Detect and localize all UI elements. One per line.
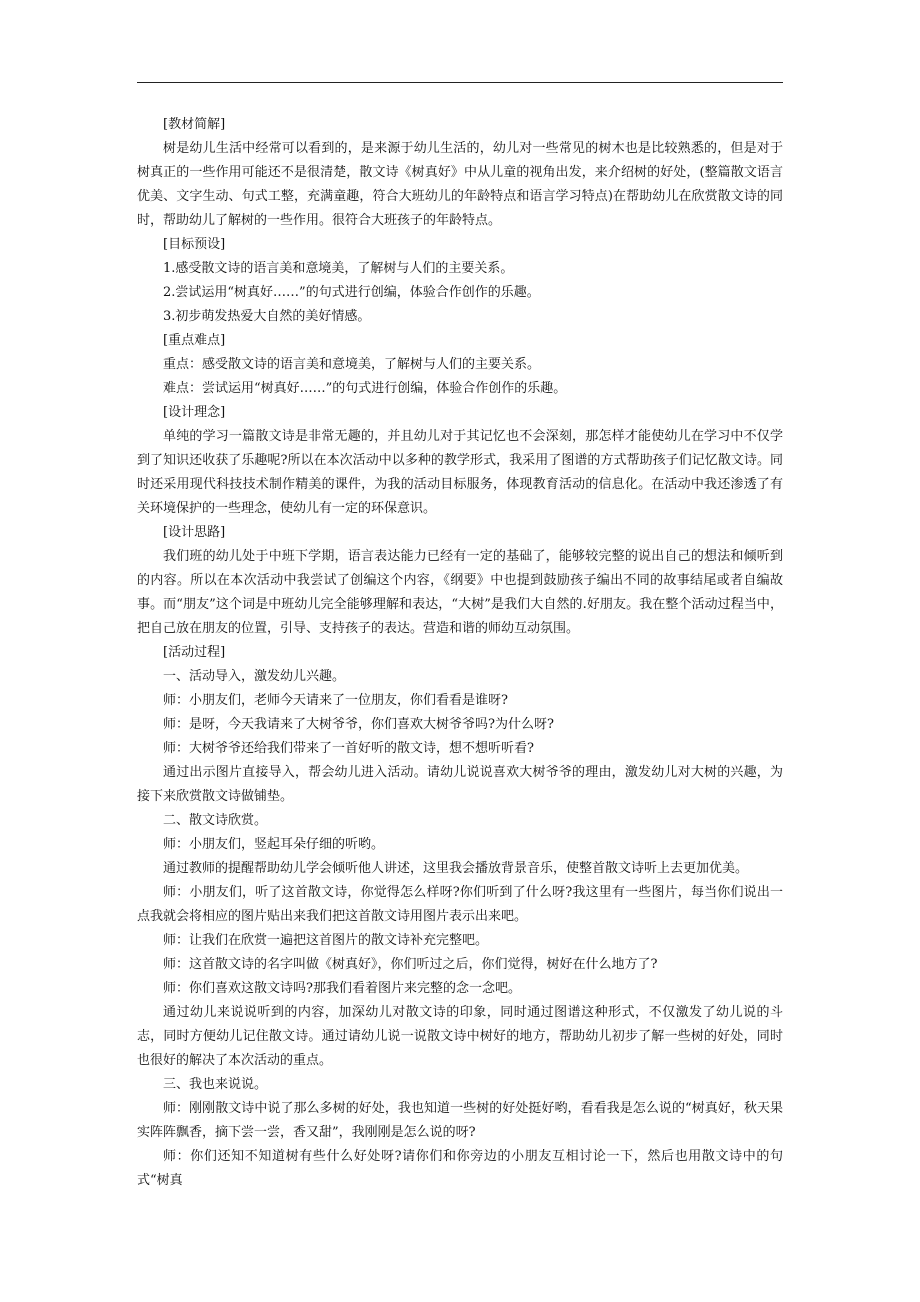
paragraph: 师：让我们在欣赏一遍把这首图片的散文诗补充完整吧。 (163, 933, 489, 948)
paragraph: 二、散文诗欣赏。 (163, 813, 268, 828)
section-heading: [设计理念] (163, 405, 226, 420)
section-heading: [设计思路] (163, 525, 226, 540)
paragraph: 师：刚刚散文诗中说了那么多树的好处，我也知道一些树的好处挺好哟，看看我是怎么说的“树真好，秋天果实阵阵飘香，摘下尝一尝，香又甜”，我刚刚是怎么说的呀? (137, 1101, 783, 1140)
paragraph: 2.尝试运用“树真好……”的句式进行创编，体验合作创作的乐趣。 (163, 285, 540, 300)
header-rule (137, 82, 783, 83)
paragraph: 三、我也来说说。 (163, 1077, 268, 1092)
paragraph: 3.初步萌发热爱大自然的美好情感。 (163, 309, 371, 324)
section-heading: [活动过程] (163, 645, 226, 660)
paragraph: 师：这首散文诗的名字叫做《树真好》，你们听过之后，你们觉得，树好在什么地方了? (163, 957, 658, 972)
paragraph: 师：是呀，今天我请来了大树爷爷，你们喜欢大树爷爷吗?为什么呀? (163, 717, 554, 732)
paragraph: 师：小朋友们，老师今天请来了一位朋友，你们看看是谁呀? (163, 693, 508, 708)
paragraph: 师：小朋友们，听了这首散文诗，你觉得怎么样呀?你们听到了什么呀?我这里有一些图片，每当你们说出一点我就会将相应的图片贴出来我们把这首散文诗用图片表示出来吧。 (137, 885, 783, 924)
document-body (137, 113, 783, 1193)
paragraph: 师：大树爷爷还给我们带来了一首好听的散文诗，想不想听听看? (163, 741, 534, 756)
paragraph: 树是幼儿生活中经常可以看到的，是来源于幼儿生活的，幼儿对一些常见的树木也是比较熟悉的，但是对于树真正的一些作用可能还不是很清楚，散文诗《树真好》中从儿童的视角出发，来介绍树的好处，(整篇散文语言优美、文字生动、句式工整，充满童趣，符合大班幼儿的年龄特点和语言学习特点)在帮助幼儿在欣赏散文诗的同时，帮助幼儿了解树的一些作用。很符合大班孩子的年龄特点。 (137, 141, 783, 228)
paragraph: 师：你们还知不知道树有些什么好处呀?请你们和你旁边的小朋友互相讨论一下，然后也用散文诗中的句式“树真 (137, 1149, 783, 1188)
paragraph: 师：你们喜欢这散文诗吗?那我们看着图片来完整的念一念吧。 (163, 981, 521, 996)
paragraph: 通过教师的提醒帮助幼儿学会倾听他人讲述，这里我会播放背景音乐，使整首散文诗听上去更加优美。 (163, 861, 749, 876)
paragraph: 1.感受散文诗的语言美和意境美，了解树与人们的主要关系。 (163, 261, 514, 276)
paragraph: 通过幼儿来说说听到的内容，加深幼儿对散文诗的印象，同时通过图谱这种形式，不仅激发了幼儿说的斗志，同时方便幼儿记住散文诗。通过请幼儿说一说散文诗中树好的地方，帮助幼儿初步了解一些树的好处，同时也很好的解决了本次活动的重点。 (137, 1005, 783, 1068)
paragraph: 师：小朋友们，竖起耳朵仔细的听哟。 (163, 837, 385, 852)
paragraph: 我们班的幼儿处于中班下学期，语言表达能力已经有一定的基础了，能够较完整的说出自己的想法和倾听到的内容。所以在本次活动中我尝试了创编这个内容，《纲要》中也提到鼓励孩子编出不同的故事结尾或者自编故事。而“朋友”这个词是中班幼儿完全能够理解和表达，“大树”是我们大自然的.好朋友。我在整个活动过程当中，把自己放在朋友的位置，引导、支持孩子的表达。营造和谐的师幼互动氛围。 (137, 549, 783, 636)
paragraph: 难点：尝试运用“树真好……”的句式进行创编，体验合作创作的乐趣。 (163, 381, 567, 396)
section-heading: [重点难点] (163, 333, 226, 348)
section-heading: [教材简解] (163, 117, 226, 132)
paragraph: 一、活动导入，激发幼儿兴趣。 (163, 669, 346, 684)
paragraph: 单纯的学习一篇散文诗是非常无趣的，并且幼儿对于其记忆也不会深刻，那怎样才能使幼儿在学习中不仅学到了知识还收获了乐趣呢?所以在本次活动中以多种的教学形式，我采用了图谱的方式帮助孩子们记忆散文诗。同时还采用现代科技技术制作精美的课件，为我的活动目标服务，体现教育活动的信息化。在活动中我还渗透了有关环境保护的一些理念，使幼儿有一定的环保意识。 (137, 429, 783, 516)
paragraph: 重点：感受散文诗的语言美和意境美，了解树与人们的主要关系。 (163, 357, 541, 372)
paragraph: 通过出示图片直接导入，帮会幼儿进入活动。请幼儿说说喜欢大树爷爷的理由，激发幼儿对大树的兴趣，为接下来欣赏散文诗做铺垫。 (137, 765, 783, 804)
section-heading: [目标预设] (163, 237, 226, 252)
